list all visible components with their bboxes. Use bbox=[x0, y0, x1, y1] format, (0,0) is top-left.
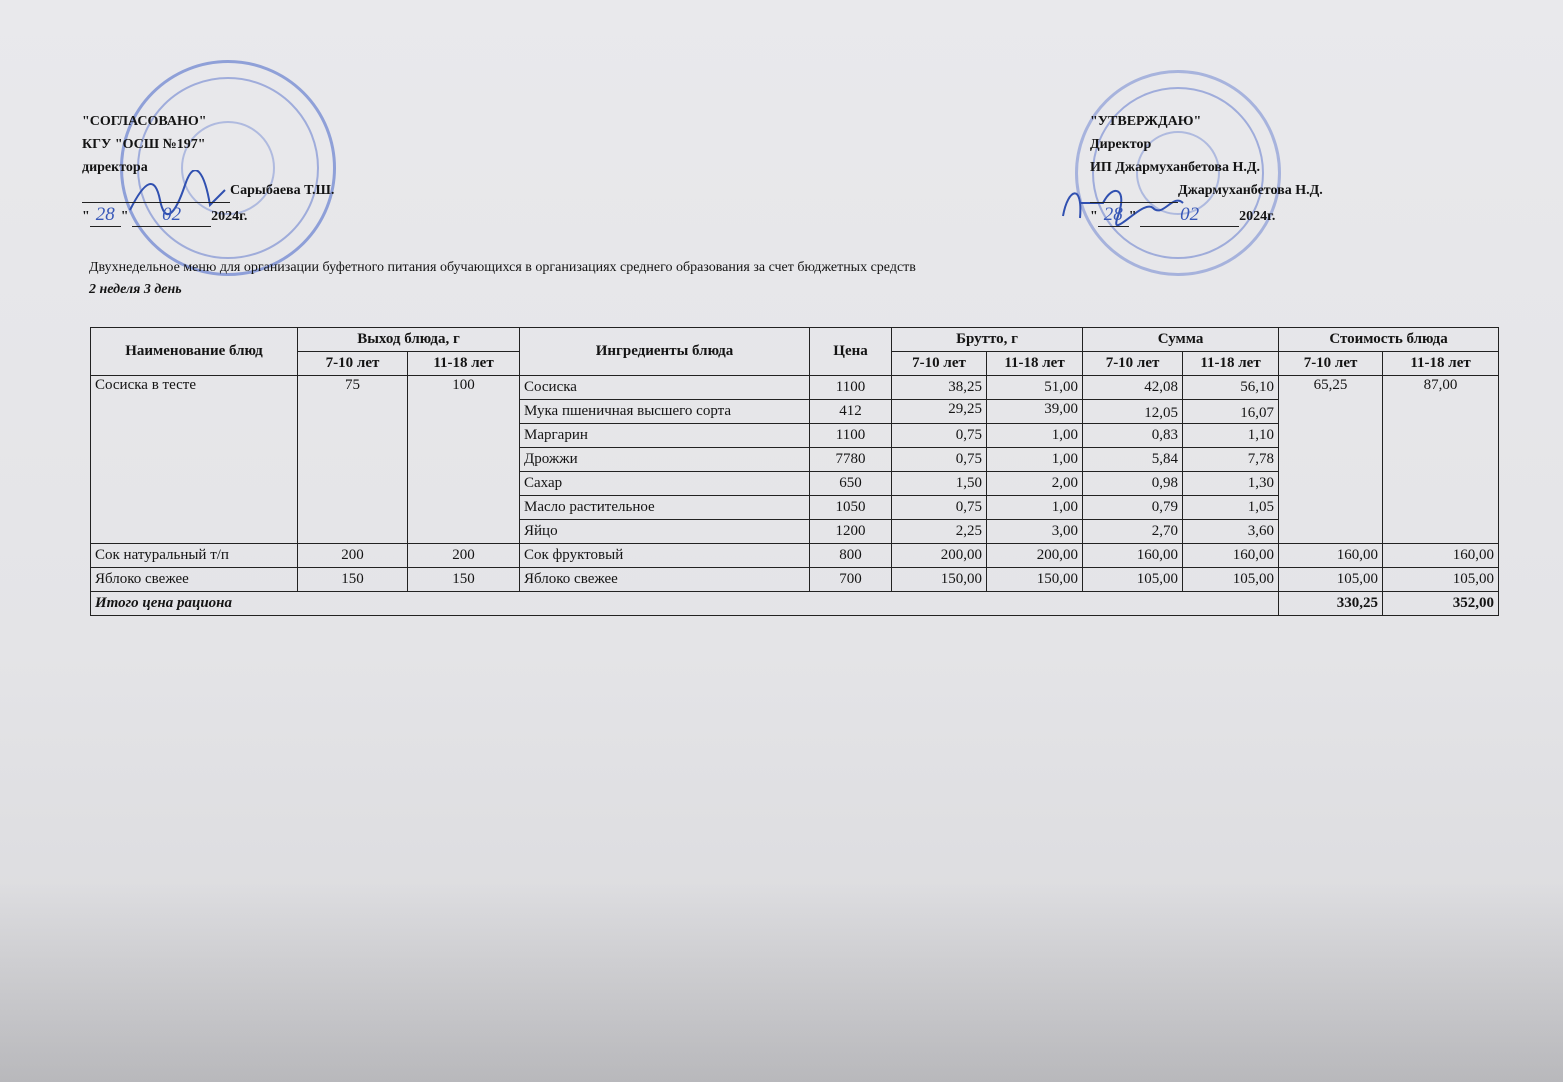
total-label: Итого цена рациона bbox=[91, 592, 1279, 616]
gross-age1: 150,00 bbox=[892, 568, 987, 592]
header-cost-age1: 7-10 лет bbox=[1279, 352, 1383, 376]
gross-age1: 38,25 bbox=[892, 376, 987, 400]
gross-age1: 2,25 bbox=[892, 520, 987, 544]
gross-age2: 39,00 bbox=[987, 400, 1083, 424]
sum-age2: 56,10 bbox=[1183, 376, 1279, 400]
yield-age1: 150 bbox=[298, 568, 408, 592]
header-sum: Сумма bbox=[1083, 328, 1279, 352]
sum-age1: 12,05 bbox=[1083, 400, 1183, 424]
header-ingredients: Ингредиенты блюда bbox=[520, 328, 810, 376]
header-price: Цена bbox=[810, 328, 892, 376]
gross-age1: 29,25 bbox=[892, 400, 987, 424]
yield-age2: 200 bbox=[408, 544, 520, 568]
document-title: Двухнедельное меню для организации буфетного питания обучающихся в организациях среднего образования за счет бюджетных средств bbox=[89, 260, 916, 275]
dish-name: Сок натуральный т/п bbox=[91, 544, 298, 568]
sum-age1: 160,00 bbox=[1083, 544, 1183, 568]
approval-right-block bbox=[1090, 110, 1323, 228]
approval-left-year: 2024г. bbox=[211, 209, 248, 224]
ingredient-name: Дрожжи bbox=[520, 448, 810, 472]
gross-age2: 3,00 bbox=[987, 520, 1083, 544]
gross-age2: 200,00 bbox=[987, 544, 1083, 568]
gross-age1: 0,75 bbox=[892, 496, 987, 520]
yield-age2: 150 bbox=[408, 568, 520, 592]
approval-left-position: директора bbox=[82, 160, 148, 175]
header-gross-age2: 11-18 лет bbox=[987, 352, 1083, 376]
table-row bbox=[91, 376, 1499, 400]
sum-age2: 1,10 bbox=[1183, 424, 1279, 448]
ingredient-name: Яйцо bbox=[520, 520, 810, 544]
cost-age2: 105,00 bbox=[1383, 568, 1499, 592]
header-yield-age1: 7-10 лет bbox=[298, 352, 408, 376]
sum-age1: 0,79 bbox=[1083, 496, 1183, 520]
approval-right-name: Джармуханбетова Н.Д. bbox=[1178, 183, 1323, 198]
header-sum-age2: 11-18 лет bbox=[1183, 352, 1279, 376]
gross-age2: 2,00 bbox=[987, 472, 1083, 496]
ingredient-name: Мука пшеничная высшего сорта bbox=[520, 400, 810, 424]
approval-left-signature-line bbox=[82, 179, 334, 203]
approval-right-title: "УТВЕРЖДАЮ" bbox=[1090, 114, 1202, 129]
header-dish: Наименование блюд bbox=[91, 328, 298, 376]
sum-age2: 1,05 bbox=[1183, 496, 1279, 520]
approval-right-position: Директор bbox=[1090, 137, 1152, 152]
approval-right-year: 2024г. bbox=[1239, 209, 1276, 224]
approval-right-day: 28 bbox=[1098, 203, 1129, 227]
dish-name: Яблоко свежее bbox=[91, 568, 298, 592]
approval-left-org: КГУ "ОСШ №197" bbox=[82, 137, 206, 152]
ingredient-price: 7780 bbox=[810, 448, 892, 472]
ingredient-name: Масло растительное bbox=[520, 496, 810, 520]
gross-age2: 1,00 bbox=[987, 496, 1083, 520]
total-cost-age1: 330,25 bbox=[1279, 592, 1383, 616]
dish-name: Сосиска в тесте bbox=[91, 376, 298, 544]
ingredient-name: Яблоко свежее bbox=[520, 568, 810, 592]
cost-age2: 160,00 bbox=[1383, 544, 1499, 568]
ingredient-price: 700 bbox=[810, 568, 892, 592]
ingredient-name: Сахар bbox=[520, 472, 810, 496]
header-yield-age2: 11-18 лет bbox=[408, 352, 520, 376]
gross-age2: 150,00 bbox=[987, 568, 1083, 592]
gross-age2: 1,00 bbox=[987, 424, 1083, 448]
approval-left-day: 28 bbox=[90, 203, 121, 227]
approval-right-month: 02 bbox=[1140, 203, 1239, 227]
ingredient-price: 412 bbox=[810, 400, 892, 424]
gross-age2: 51,00 bbox=[987, 376, 1083, 400]
gross-age2: 1,00 bbox=[987, 448, 1083, 472]
gross-age1: 0,75 bbox=[892, 448, 987, 472]
ingredient-price: 650 bbox=[810, 472, 892, 496]
total-row bbox=[91, 592, 1499, 616]
table-row bbox=[91, 568, 1499, 592]
table-row bbox=[91, 544, 1499, 568]
ingredient-name: Маргарин bbox=[520, 424, 810, 448]
header-gross: Брутто, г bbox=[892, 328, 1083, 352]
approval-left-title: "СОГЛАСОВАНО" bbox=[82, 114, 207, 129]
sum-age1: 0,98 bbox=[1083, 472, 1183, 496]
approval-left-month: 02 bbox=[132, 203, 211, 227]
sum-age2: 1,30 bbox=[1183, 472, 1279, 496]
total-cost-age2: 352,00 bbox=[1383, 592, 1499, 616]
sum-age2: 3,60 bbox=[1183, 520, 1279, 544]
cost-age1: 105,00 bbox=[1279, 568, 1383, 592]
page-shadow bbox=[0, 882, 1563, 1082]
ingredient-price: 1100 bbox=[810, 376, 892, 400]
sum-age1: 105,00 bbox=[1083, 568, 1183, 592]
yield-age1: 75 bbox=[298, 376, 408, 544]
ingredient-price: 1200 bbox=[810, 520, 892, 544]
ingredient-name: Сок фруктовый bbox=[520, 544, 810, 568]
cost-age1: 65,25 bbox=[1279, 376, 1383, 544]
approval-left-date: " 28 " 02 2024г. bbox=[82, 204, 248, 225]
approval-right-signature-line bbox=[1090, 179, 1323, 203]
document-subtitle: 2 неделя 3 день bbox=[89, 282, 182, 297]
yield-age1: 200 bbox=[298, 544, 408, 568]
cost-age2: 87,00 bbox=[1383, 376, 1499, 544]
gross-age1: 1,50 bbox=[892, 472, 987, 496]
menu-table bbox=[90, 327, 1499, 616]
header-gross-age1: 7-10 лет bbox=[892, 352, 987, 376]
ingredient-price: 1050 bbox=[810, 496, 892, 520]
header-cost-age2: 11-18 лет bbox=[1383, 352, 1499, 376]
gross-age1: 0,75 bbox=[892, 424, 987, 448]
sum-age2: 160,00 bbox=[1183, 544, 1279, 568]
header-yield: Выход блюда, г bbox=[298, 328, 520, 352]
sum-age2: 16,07 bbox=[1183, 400, 1279, 424]
ingredient-price: 1100 bbox=[810, 424, 892, 448]
approval-left-block bbox=[82, 110, 334, 228]
approval-left-name: Сарыбаева Т.Ш. bbox=[230, 183, 335, 198]
ingredient-price: 800 bbox=[810, 544, 892, 568]
sum-age1: 42,08 bbox=[1083, 376, 1183, 400]
ingredient-name: Сосиска bbox=[520, 376, 810, 400]
sum-age1: 5,84 bbox=[1083, 448, 1183, 472]
approval-right-org: ИП Джармуханбетова Н.Д. bbox=[1090, 160, 1261, 175]
yield-age2: 100 bbox=[408, 376, 520, 544]
gross-age1: 200,00 bbox=[892, 544, 987, 568]
cost-age1: 160,00 bbox=[1279, 544, 1383, 568]
approval-right-date: " 28 " 02 2024г. bbox=[1090, 204, 1276, 225]
sum-age1: 0,83 bbox=[1083, 424, 1183, 448]
header-sum-age1: 7-10 лет bbox=[1083, 352, 1183, 376]
sum-age1: 2,70 bbox=[1083, 520, 1183, 544]
sum-age2: 7,78 bbox=[1183, 448, 1279, 472]
sum-age2: 105,00 bbox=[1183, 568, 1279, 592]
header-cost: Стоимость блюда bbox=[1279, 328, 1499, 352]
